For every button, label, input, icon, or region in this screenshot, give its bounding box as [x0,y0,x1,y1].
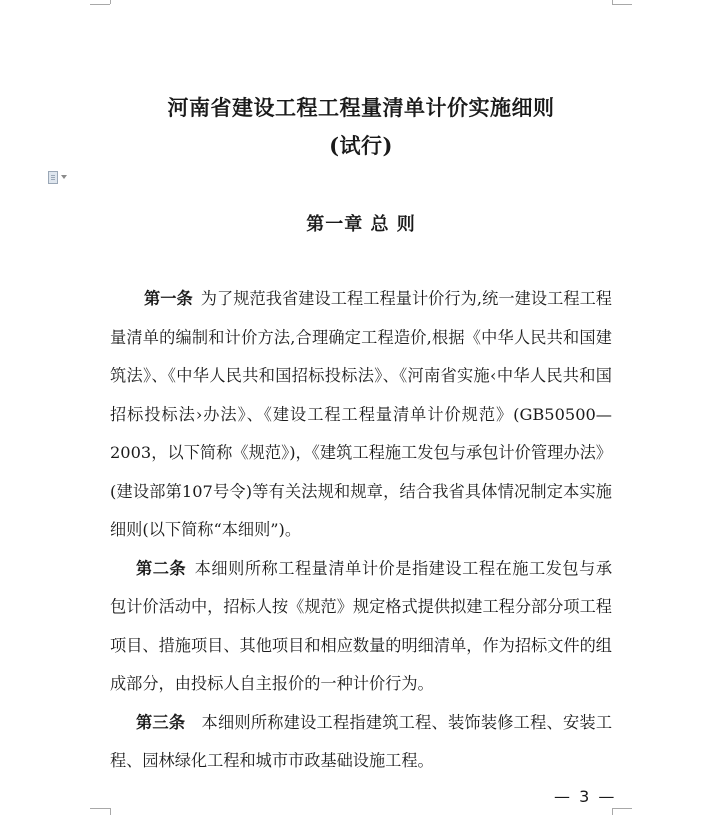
page-number: — 3 — [554,787,617,806]
crop-mark-top-left [110,0,111,4]
article-label: 第一条 [144,289,193,308]
article-paragraph [110,704,612,781]
article-paragraph [110,550,612,704]
chapter-heading: 第一章 总 则 [306,214,416,235]
crop-mark-top-left [90,4,110,5]
document-title: 河南省建设工程工程量清单计价实施细则 [167,95,555,120]
article-text: 本细则所称工程量清单计价是指建设工程在施工发包与承包计价活动中，招标人按《规范》规定格式提供拟建工程分部分项工程项目、措施项目、其他项目和相应数量的明细清单，作为招标文件的组成部分，由投标人自主报价的一种计价行为。 [110,558,613,693]
document-body [110,280,612,781]
document-icon[interactable] [48,169,78,185]
crop-mark-top-right [612,0,613,4]
crop-mark-top-right [612,4,632,5]
article-text: 本细则所称建设工程指建筑工程、装饰装修工程、安装工程、园林绿化工程和城市市政基础设施工程。 [110,712,613,770]
crop-mark-bottom-left [110,808,111,815]
article-label: 第三条 [136,712,186,732]
document-subtitle: (试行) [329,133,393,158]
article-paragraph [110,280,612,550]
crop-mark-bottom-right [612,808,632,809]
crop-mark-bottom-left [90,808,110,809]
crop-mark-bottom-right [612,808,613,815]
article-label: 第二条 [136,558,187,578]
chevron-down-icon [61,175,67,179]
article-text: 为了规范我省建设工程工程量计价行为,统一建设工程工程量清单的编制和计价方法,合理确定工程造价,根据《中华人民共和国建筑法》、《中华人民共和国招标投标法》、《河南省实施‹中华人民共和国招标投标法›办法》、《建设工程工程量清单计价规范》(GB50500—2003，以下简称《规范》)，《建筑工程施工发包与承包计价管理办法》(建设部第107号令)等有关法规和规章，结合我省具体情况制定本实施细则(以下简称“本细则”)。 [110,289,612,539]
document-sheet-icon [48,171,58,184]
